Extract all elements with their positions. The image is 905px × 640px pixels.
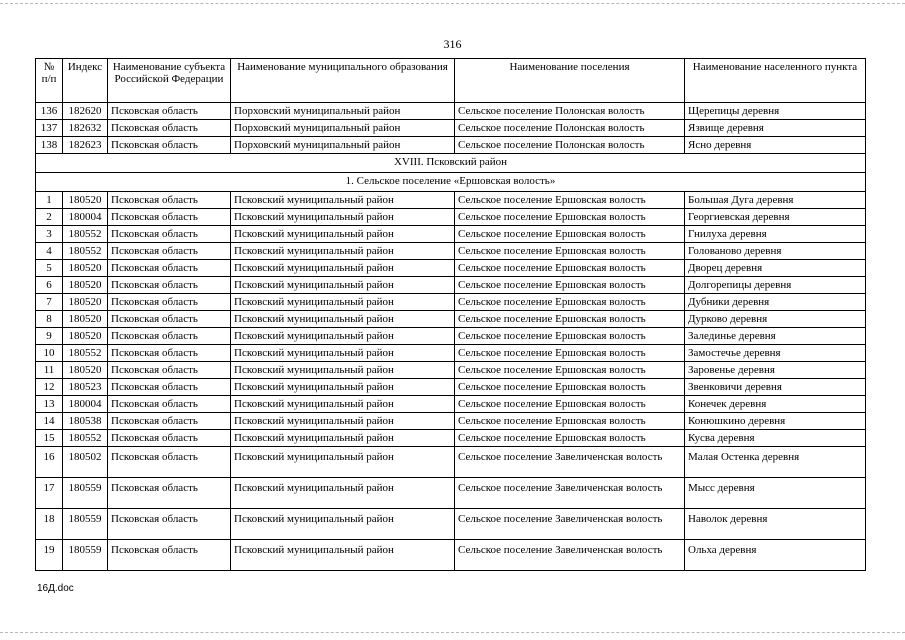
cell-index: 180538	[63, 413, 108, 430]
table-row	[36, 137, 866, 154]
cell-subject: Псковская область	[108, 103, 231, 120]
header-settlement: Наименование поселения	[455, 59, 685, 103]
cell-municipality: Псковский муниципальный район	[231, 226, 455, 243]
table-body-main	[36, 192, 866, 447]
cell-index: 180520	[63, 311, 108, 328]
cell-municipality: Псковский муниципальный район	[231, 430, 455, 447]
cell-subject: Псковская область	[108, 396, 231, 413]
cell-locality: Малая Остенка деревня	[685, 447, 866, 478]
cell-settlement: Сельское поселение Ершовская волость	[455, 396, 685, 413]
section-title-row	[36, 154, 866, 173]
cell-municipality: Псковский муниципальный район	[231, 509, 455, 540]
cell-num: 1	[36, 192, 63, 209]
cell-locality: Большая Дуга деревня	[685, 192, 866, 209]
cell-subject: Псковская область	[108, 120, 231, 137]
cell-locality: Гнилуха деревня	[685, 226, 866, 243]
cell-settlement: Сельское поселение Завеличенская волость	[455, 540, 685, 571]
cell-settlement: Сельское поселение Ершовская волость	[455, 209, 685, 226]
cell-locality: Язвище деревня	[685, 120, 866, 137]
table-row	[36, 311, 866, 328]
cell-num: 3	[36, 226, 63, 243]
scan-artifact-top	[0, 3, 905, 5]
cell-index: 180520	[63, 277, 108, 294]
header-num: № п/п	[36, 59, 63, 103]
table-row	[36, 430, 866, 447]
cell-municipality: Псковский муниципальный район	[231, 311, 455, 328]
section-title: XVIII. Псковский район	[36, 154, 866, 173]
cell-index: 180552	[63, 345, 108, 362]
cell-num: 9	[36, 328, 63, 345]
cell-index: 180520	[63, 328, 108, 345]
cell-subject: Псковская область	[108, 328, 231, 345]
cell-index: 180004	[63, 396, 108, 413]
cell-subject: Псковская область	[108, 243, 231, 260]
cell-index: 180520	[63, 260, 108, 277]
cell-index: 180523	[63, 379, 108, 396]
cell-municipality: Порховский муниципальный район	[231, 137, 455, 154]
cell-subject: Псковская область	[108, 430, 231, 447]
cell-subject: Псковская область	[108, 209, 231, 226]
cell-num: 6	[36, 277, 63, 294]
cell-subject: Псковская область	[108, 540, 231, 571]
cell-settlement: Сельское поселение Ершовская волость	[455, 243, 685, 260]
cell-municipality: Псковский муниципальный район	[231, 362, 455, 379]
cell-settlement: Сельское поселение Ершовская волость	[455, 345, 685, 362]
table-row	[36, 540, 866, 571]
table-row	[36, 294, 866, 311]
cell-num: 13	[36, 396, 63, 413]
cell-settlement: Сельское поселение Завеличенская волость	[455, 447, 685, 478]
cell-settlement: Сельское поселение Ершовская волость	[455, 362, 685, 379]
cell-subject: Псковская область	[108, 447, 231, 478]
cell-settlement: Сельское поселение Ершовская волость	[455, 379, 685, 396]
table-row	[36, 209, 866, 226]
cell-index: 180004	[63, 209, 108, 226]
table-row	[36, 509, 866, 540]
cell-settlement: Сельское поселение Ершовская волость	[455, 413, 685, 430]
cell-index: 180552	[63, 430, 108, 447]
cell-locality: Залединье деревня	[685, 328, 866, 345]
table-row	[36, 328, 866, 345]
cell-locality: Георгиевская деревня	[685, 209, 866, 226]
cell-subject: Псковская область	[108, 509, 231, 540]
cell-subject: Псковская область	[108, 362, 231, 379]
cell-settlement: Сельское поселение Ершовская волость	[455, 260, 685, 277]
cell-locality: Кусва деревня	[685, 430, 866, 447]
cell-locality: Ясно деревня	[685, 137, 866, 154]
cell-settlement: Сельское поселение Завеличенская волость	[455, 478, 685, 509]
cell-municipality: Псковский муниципальный район	[231, 413, 455, 430]
cell-index: 180559	[63, 478, 108, 509]
cell-num: 4	[36, 243, 63, 260]
cell-municipality: Псковский муниципальный район	[231, 277, 455, 294]
cell-subject: Псковская область	[108, 345, 231, 362]
cell-subject: Псковская область	[108, 379, 231, 396]
cell-index: 182623	[63, 137, 108, 154]
cell-subject: Псковская область	[108, 277, 231, 294]
cell-num: 2	[36, 209, 63, 226]
cell-subject: Псковская область	[108, 226, 231, 243]
table-row	[36, 226, 866, 243]
cell-settlement: Сельское поселение Ершовская волость	[455, 430, 685, 447]
table-row	[36, 103, 866, 120]
table-header-row	[36, 59, 866, 103]
cell-municipality: Псковский муниципальный район	[231, 345, 455, 362]
cell-settlement: Сельское поселение Ершовская волость	[455, 192, 685, 209]
cell-locality: Долгорепицы деревня	[685, 277, 866, 294]
cell-locality: Заровенье деревня	[685, 362, 866, 379]
cell-settlement: Сельское поселение Полонская волость	[455, 120, 685, 137]
cell-locality: Замостечье деревня	[685, 345, 866, 362]
cell-num: 18	[36, 509, 63, 540]
cell-municipality: Псковский муниципальный район	[231, 192, 455, 209]
cell-num: 19	[36, 540, 63, 571]
cell-index: 180559	[63, 540, 108, 571]
cell-municipality: Псковский муниципальный район	[231, 209, 455, 226]
footer-filename: 16Д.doc	[37, 583, 74, 594]
cell-settlement: Сельское поселение Ершовская волость	[455, 294, 685, 311]
cell-subject: Псковская область	[108, 137, 231, 154]
cell-settlement: Сельское поселение Полонская волость	[455, 103, 685, 120]
cell-settlement: Сельское поселение Полонская волость	[455, 137, 685, 154]
cell-locality: Наволок деревня	[685, 509, 866, 540]
cell-subject: Псковская область	[108, 311, 231, 328]
cell-locality: Ольха деревня	[685, 540, 866, 571]
table-body-top	[36, 103, 866, 154]
cell-settlement: Сельское поселение Завеличенская волость	[455, 509, 685, 540]
cell-locality: Дворец деревня	[685, 260, 866, 277]
cell-locality: Дурково деревня	[685, 311, 866, 328]
cell-subject: Псковская область	[108, 413, 231, 430]
header-subject: Наименование субъекта Российской Федерации	[108, 59, 231, 103]
cell-index: 182632	[63, 120, 108, 137]
table-row	[36, 447, 866, 478]
cell-subject: Псковская область	[108, 478, 231, 509]
subsection-title-row	[36, 173, 866, 192]
table-row	[36, 260, 866, 277]
cell-settlement: Сельское поселение Ершовская волость	[455, 226, 685, 243]
cell-municipality: Псковский муниципальный район	[231, 478, 455, 509]
table-row	[36, 379, 866, 396]
cell-settlement: Сельское поселение Ершовская волость	[455, 311, 685, 328]
cell-num: 16	[36, 447, 63, 478]
cell-index: 180520	[63, 362, 108, 379]
cell-settlement: Сельское поселение Ершовская волость	[455, 277, 685, 294]
table-row	[36, 192, 866, 209]
table-row	[36, 478, 866, 509]
settlements-table	[35, 58, 866, 571]
cell-settlement: Сельское поселение Ершовская волость	[455, 328, 685, 345]
scan-artifact-bottom	[0, 632, 905, 634]
table-row	[36, 277, 866, 294]
cell-locality: Конечек деревня	[685, 396, 866, 413]
table-section	[36, 154, 866, 192]
cell-index: 182620	[63, 103, 108, 120]
cell-index: 180552	[63, 243, 108, 260]
page-number: 316	[443, 37, 462, 51]
cell-index: 180502	[63, 447, 108, 478]
cell-index: 180552	[63, 226, 108, 243]
cell-locality: Голованово деревня	[685, 243, 866, 260]
cell-subject: Псковская область	[108, 294, 231, 311]
cell-subject: Псковская область	[108, 192, 231, 209]
cell-municipality: Псковский муниципальный район	[231, 447, 455, 478]
cell-locality: Мысс деревня	[685, 478, 866, 509]
table-row	[36, 362, 866, 379]
cell-municipality: Псковский муниципальный район	[231, 294, 455, 311]
cell-num: 10	[36, 345, 63, 362]
header-municipality: Наименование муниципального образования	[231, 59, 455, 103]
cell-municipality: Псковский муниципальный район	[231, 540, 455, 571]
cell-num: 136	[36, 103, 63, 120]
cell-num: 138	[36, 137, 63, 154]
cell-locality: Дубники деревня	[685, 294, 866, 311]
cell-num: 137	[36, 120, 63, 137]
cell-num: 5	[36, 260, 63, 277]
cell-municipality: Порховский муниципальный район	[231, 103, 455, 120]
table-row	[36, 120, 866, 137]
table-row	[36, 396, 866, 413]
cell-subject: Псковская область	[108, 260, 231, 277]
cell-num: 7	[36, 294, 63, 311]
subsection-title: 1. Сельское поселение «Ершовская волость»	[36, 173, 866, 192]
cell-locality: Звенковичи деревня	[685, 379, 866, 396]
cell-num: 11	[36, 362, 63, 379]
table-row	[36, 243, 866, 260]
cell-num: 17	[36, 478, 63, 509]
cell-index: 180559	[63, 509, 108, 540]
cell-municipality: Псковский муниципальный район	[231, 396, 455, 413]
cell-num: 15	[36, 430, 63, 447]
header-index: Индекс	[63, 59, 108, 103]
cell-municipality: Порховский муниципальный район	[231, 120, 455, 137]
cell-index: 180520	[63, 192, 108, 209]
table-row	[36, 413, 866, 430]
header-locality: Наименование населенного пункта	[685, 59, 866, 103]
table-body-tall	[36, 447, 866, 571]
table-row	[36, 345, 866, 362]
cell-num: 14	[36, 413, 63, 430]
cell-municipality: Псковский муниципальный район	[231, 260, 455, 277]
cell-locality: Щерепицы деревня	[685, 103, 866, 120]
cell-locality: Конюшкино деревня	[685, 413, 866, 430]
cell-num: 8	[36, 311, 63, 328]
cell-num: 12	[36, 379, 63, 396]
cell-index: 180520	[63, 294, 108, 311]
cell-municipality: Псковский муниципальный район	[231, 379, 455, 396]
cell-municipality: Псковский муниципальный район	[231, 328, 455, 345]
cell-municipality: Псковский муниципальный район	[231, 243, 455, 260]
